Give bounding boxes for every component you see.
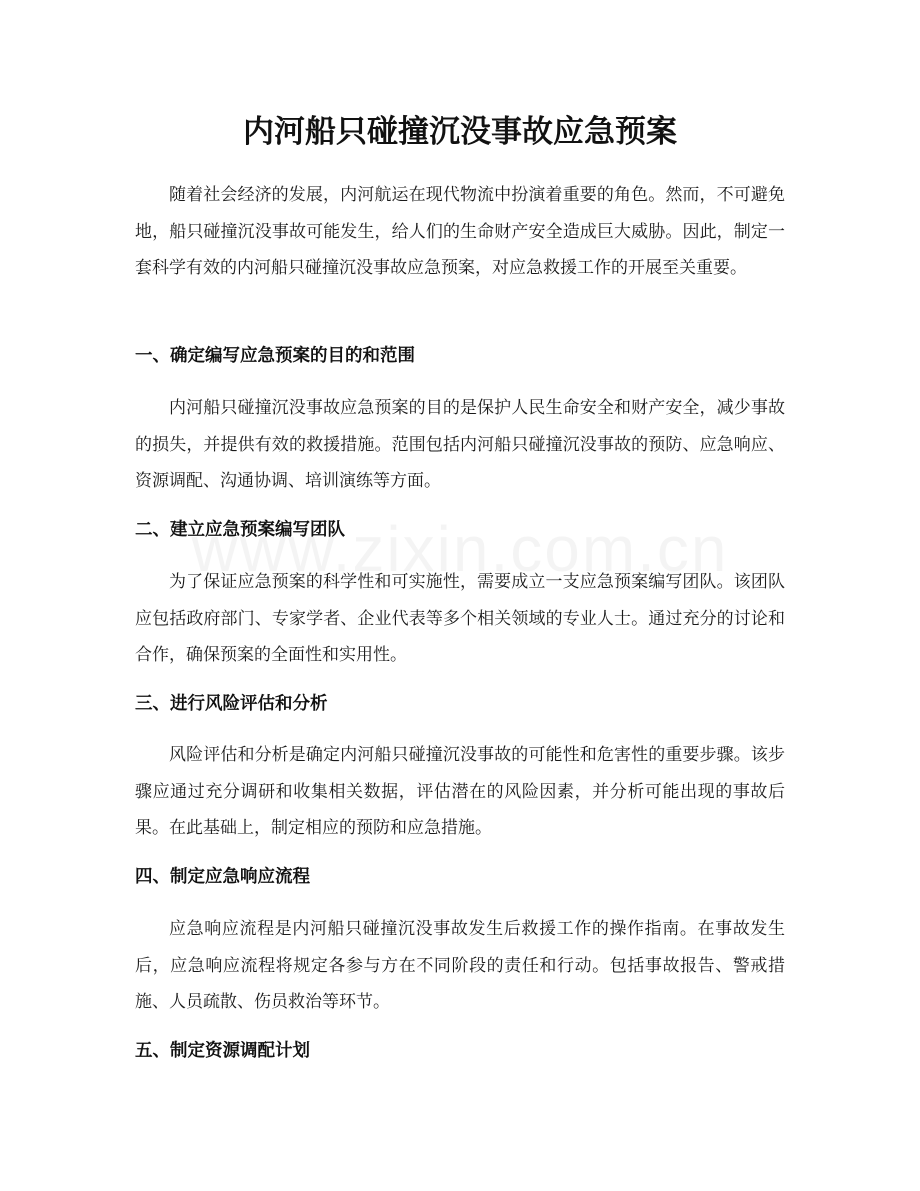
section-body-response-process: 应急响应流程是内河船只碰撞沉没事故发生后救援工作的操作指南。在事故发生后，应急响应流程将规定各参与方在不同阶段的责任和行动。包括事故报告、警戒措施、人员疏散、伤员救治等环节。 <box>135 919 785 1013</box>
section-heading-response-process: 四、制定应急响应流程 <box>135 867 310 887</box>
section-body-risk-assessment: 风险评估和分析是确定内河船只碰撞沉没事故的可能性和危害性的重要步骤。该步骤应通过充分调研和收集相关数据，评估潜在的风险因素，并分析可能出现的事故后果。在此基础上，制定相应的预防和应急措施。 <box>135 745 785 839</box>
section-heading-resource-allocation: 五、制定资源调配计划 <box>135 1041 310 1061</box>
section-heading-risk-assessment: 三、进行风险评估和分析 <box>135 694 328 714</box>
document-title: 内河船只碰撞沉没事故应急预案 <box>243 114 677 150</box>
section-body-team: 为了保证应急预案的科学性和可实施性，需要成立一支应急预案编写团队。该团队应包括政府部门、专家学者、企业代表等多个相关领域的专业人士。通过充分的讨论和合作，确保预案的全面性和实用性。 <box>135 572 785 666</box>
section-body-purpose-scope: 内河船只碰撞沉没事故应急预案的目的是保护人民生命安全和财产安全，减少事故的损失，并提供有效的救援措施。范围包括内河船只碰撞沉没事故的预防、应急响应、资源调配、沟通协调、培训演练等方面。 <box>135 398 785 492</box>
section-heading-team: 二、建立应急预案编写团队 <box>135 520 345 540</box>
intro-paragraph: 随着社会经济的发展，内河航运在现代物流中扮演着重要的角色。然而，不可避免地，船只碰撞沉没事故可能发生，给人们的生命财产安全造成巨大威胁。因此，制定一套科学有效的内河船只碰撞沉没事故应急预案，对应急救援工作的开展至关重要。 <box>135 185 785 279</box>
section-heading-purpose-scope: 一、确定编写应急预案的目的和范围 <box>135 346 415 366</box>
